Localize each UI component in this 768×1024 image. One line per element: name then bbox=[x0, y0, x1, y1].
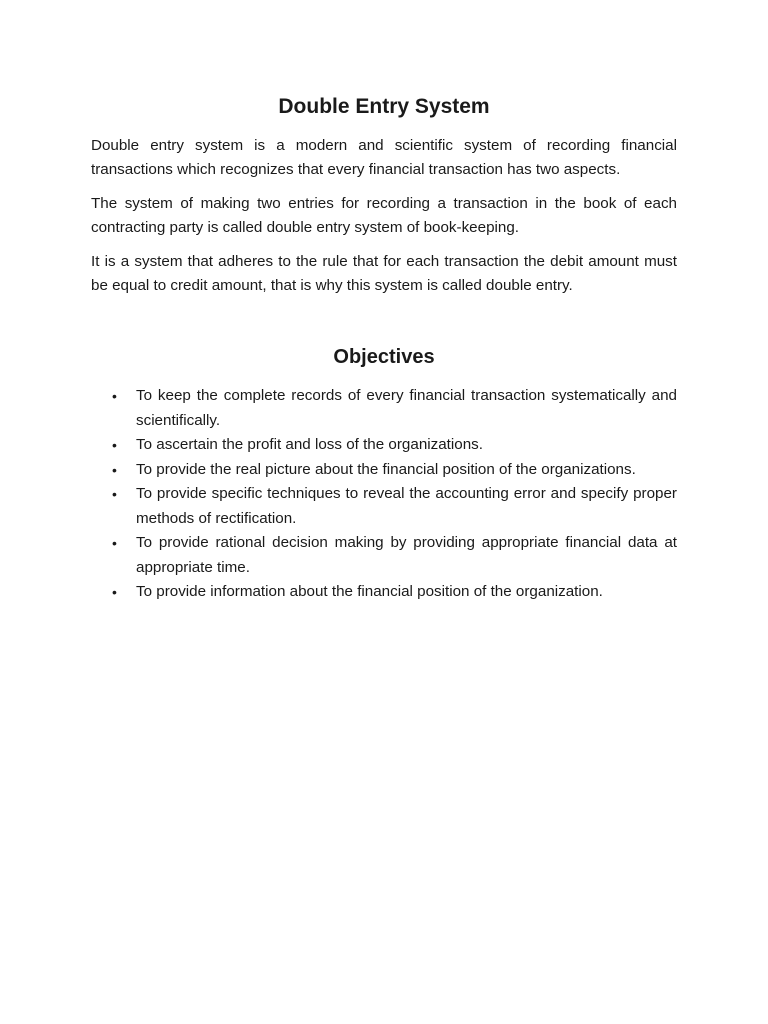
paragraph-definition: Double entry system is a modern and scientific system of recording financial transactions which recognizes that every financial transaction has two aspects. bbox=[91, 137, 677, 178]
list-item-text: To provide rational decision making by providing appropriate financial data at appropriate time. bbox=[136, 534, 677, 576]
bullet-icon: • bbox=[112, 437, 117, 453]
paragraph-two-entries: The system of making two entries for recording a transaction in the book of each contracting party is called double entry system of book-keeping. bbox=[91, 195, 677, 236]
objectives-list bbox=[91, 384, 677, 605]
list-item bbox=[91, 531, 677, 580]
bullet-icon: • bbox=[112, 388, 117, 404]
bullet-icon: • bbox=[112, 486, 117, 502]
bullet-icon: • bbox=[112, 461, 117, 478]
list-item-text: To provide the real picture about the financial position of the organizations. bbox=[136, 460, 636, 478]
section-title-objectives: Objectives bbox=[333, 346, 435, 368]
document-title: Double Entry System bbox=[278, 95, 490, 118]
bullet-icon: • bbox=[112, 535, 117, 551]
list-item-text: To keep the complete records of every financial transaction systematically and scientifically. bbox=[136, 387, 677, 429]
list-item-text: To ascertain the profit and loss of the organizations. bbox=[136, 436, 483, 453]
paragraph-debit-credit-rule: It is a system that adheres to the rule that for each transaction the debit amount must be equal to credit amount, that is why this system is called double entry. bbox=[91, 253, 677, 294]
list-item bbox=[91, 384, 677, 433]
bullet-icon: • bbox=[112, 584, 117, 600]
list-item bbox=[91, 458, 677, 483]
list-item bbox=[91, 433, 677, 458]
list-item bbox=[91, 580, 677, 605]
list-item-text: To provide specific techniques to reveal the accounting error and specify proper methods of rectification. bbox=[136, 485, 677, 527]
list-item-text: To provide information about the financial position of the organization. bbox=[136, 583, 603, 600]
list-item bbox=[91, 482, 677, 531]
